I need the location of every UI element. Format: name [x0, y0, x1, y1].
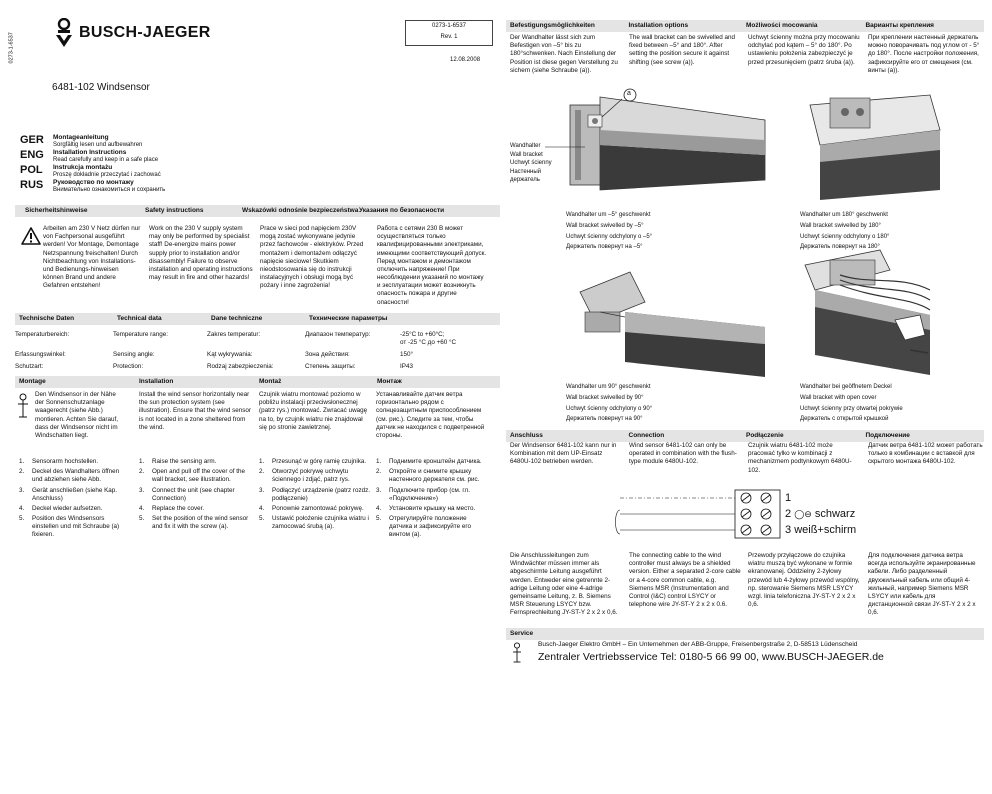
fixing-text-eng: The wall bracket can be swivelled and fixed between –5° and 180°. After setting the position secure it against shifting (see screw (a)). [629, 34, 736, 66]
step-number: 2. [19, 468, 25, 476]
fixing-header [506, 20, 984, 32]
language-code: POL [20, 164, 43, 176]
caption-line: Uchwyt ścienny odchylony o 90° [566, 405, 653, 412]
cable-text-rus: Для подключения датчика ветра всегда используйте экранированные кабели. Либо разделенный двухжильный кабель или общий 4-жильный, например Siemens MSR LSYCY или кабель для дистанционной связи JY-ST-Y 2 x 2 x 0,6. [868, 552, 976, 617]
step-number: 4. [259, 504, 265, 512]
service-hotline: Zentraler Vertriebsservice Tel: 0180-5 66 99 00, www.BUSCH-JAEGER.de [538, 651, 884, 663]
tech-cell-rus: Зона действия: [305, 350, 350, 358]
safety-header-rus: Указания по безопасности [359, 207, 445, 214]
step-number: 3. [259, 486, 265, 494]
step-text: Подключите прибор (см. гл. «Подключение») [389, 486, 470, 502]
terminal-labels [785, 490, 856, 538]
step-text: Replace the cover. [152, 504, 205, 512]
montage-step [376, 505, 488, 513]
tech-header-rus: Технические параметры [309, 315, 388, 322]
step-number: 1. [139, 458, 145, 465]
connection-header-rus: Подключение [865, 432, 910, 439]
montage-header-pol: Montaż [259, 378, 282, 385]
wall-bracket-pointer [545, 145, 585, 149]
montage-step [19, 515, 129, 540]
step-text: Position des Windsensors einstellen und mit Schraube (a) fixieren. [32, 515, 120, 539]
step-text: Отрегулируйте положение датчика и зафиксируйте его винтом (a). [389, 515, 472, 539]
step-text: Podłączyć urządzenie (patrz rozdz. podłączenie) [272, 486, 370, 502]
caption-line: Держатель повернут на 180° [800, 244, 880, 251]
step-text: Deckel wieder aufsetzen. [32, 504, 103, 512]
step-text: Open and pull off the cover of the wall bracket, see illustration. [152, 468, 246, 484]
step-text: Otworzyć pokrywę uchwytu ściennego i zdjąć, patrz rys. [272, 468, 350, 484]
montage-header-rus: Монтаж [377, 378, 402, 385]
language-subtitle: Sorgfältig lesen und aufbewahren [53, 142, 143, 149]
illustration-bracket-180 [790, 90, 950, 205]
montage-step [19, 505, 129, 513]
fixing-header-rus: Варианты крепления [865, 22, 934, 29]
step-text: Deckel des Wandhalters öffnen und abziehen siehe Abb. [32, 468, 120, 484]
tech-header-pol: Dane techniczne [211, 315, 263, 322]
fixing-header-eng: Installation options [628, 22, 689, 29]
step-number: 5. [139, 515, 145, 523]
caption-line: Wandhalter bei geöffnetem Deckel [800, 384, 892, 390]
caption-line: Uchwyt ścienny odchylony o –5° [566, 233, 653, 240]
illustration-bracket-open [800, 245, 950, 380]
safety-header-eng: Safety instructions [145, 207, 204, 214]
montage-intro-ger: Den Windsensor in der Nähe der Sonnenschutzanlage waagerecht (siehe Abb.) montieren. Achten Sie darauf, dass der Windsensor nicht im Windschatten liegt. [35, 391, 118, 439]
brand-logo [55, 18, 211, 48]
tech-cell-ger: Temperaturbereich: [15, 331, 70, 339]
step-number: 5. [376, 515, 382, 523]
wiring-diagram [600, 485, 800, 545]
step-text: Przesunąć w górę ramię czujnika. [272, 458, 367, 465]
language-row [20, 149, 320, 164]
wall-bracket-label: Настенный держатель [510, 169, 541, 183]
fixing-text-rus: При креплении настенный держатель можно поворачивать под углом от - 5° до 180°. После настройки положения, зафиксируйте его от смещения (см. винты (а)). [868, 34, 980, 74]
safety-text-pol: Prace w sieci pod napięciem 230V mogą zostać wykonywane jedynie przez fachowców - elektryków. Przed montażem i demontażem odłączyć napięcie sieciowe! Skutkiem nieodstosowania się do instrukcji instalacyjnych i obsługi mogą być pożary i inne zagrożenia! [260, 225, 364, 290]
tech-cell-pol: Rodzaj zabezpieczenia: [207, 362, 274, 370]
step-text: Set the position of the wind sensor and fix it with the screw (a). [152, 515, 249, 531]
tech-cell-value: -25°C to +60°C; от -25 °C до +60 °C [400, 331, 457, 346]
language-row [20, 164, 320, 179]
busch-jaeger-logo-icon [55, 18, 73, 48]
caption-line: Wall bracket swivelled by 90° [566, 394, 644, 401]
tech-cell-eng: Protection: [113, 362, 144, 370]
sensor-symbol-icon: ◯⊖ [794, 509, 812, 519]
tech-cell-value: 150° [400, 350, 414, 358]
montage-step [139, 505, 253, 513]
terminal-1: 1 [785, 492, 792, 504]
montage-step [376, 487, 488, 503]
safety-text-eng: Work on the 230 V supply system may only be performed by specialist staff! De-energize mains power supply prior to installation and/or disassembly! Failure to observe installation and operating instructions may result in fire and other hazards! [149, 225, 253, 282]
language-list [20, 134, 320, 194]
caption-bracket-minus5 [566, 212, 746, 255]
terminal-3: 3 weiß+schirm [785, 524, 857, 536]
caption-line: Держатель с открытой крышкой [800, 416, 889, 423]
side-doc-number: 0273-1-6537 [8, 32, 15, 64]
brand-name: BUSCH-JAEGER [79, 24, 211, 41]
montage-header-eng: Installation [139, 378, 174, 385]
caption-line: Wandhalter um 180° geschwenkt [800, 212, 888, 218]
tech-cell-eng: Temperature range: [113, 331, 168, 339]
montage-intro-eng: Install the wind sensor horizontally near the sun protection system (see illustration). Ensure that the wind sensor is not located in a zone sheltered from the wind. [139, 391, 252, 431]
step-number: 4. [19, 504, 25, 512]
montage-step [19, 487, 129, 503]
safety-header-pol: Wskazówki odnośnie bezpieczeństwa [242, 207, 359, 214]
montage-header-ger: Montage [19, 378, 46, 385]
connection-header-eng: Connection [628, 432, 665, 439]
safety-section [15, 205, 500, 306]
caption-line: Wall bracket swivelled by –5° [566, 222, 644, 229]
service-header: Service [506, 628, 984, 640]
tech-row [15, 351, 500, 359]
step-text: Connect the unit (see chapter Connection) [152, 486, 235, 502]
caption-line: Wall bracket swivelled by 180° [800, 222, 881, 229]
montage-intro-pol: Czujnik wiatru montować poziomo w pobliżu instalacji przeciwsłonecznej (patrz rys.) montować. Zwracać uwagę na to, by czujnik wiatru nie znajdował się po stronie zawietrznej. [259, 391, 368, 431]
language-subtitle: Внимательно ознакомиться и сохранить [53, 187, 166, 194]
montage-step [376, 458, 488, 466]
warning-icon [21, 227, 41, 245]
connection-text-rus: Датчик ветра 6481-102 может работать только в комбинации с вставкой для скрытого монтажа 6480U-102. [868, 442, 983, 466]
fixing-header-ger: Befestigungsmöglichkeiten [510, 22, 595, 29]
tech-data-section [15, 313, 500, 375]
tech-header-ger: Technische Daten [19, 315, 75, 322]
montage-step [139, 515, 253, 531]
illustration-bracket-minus5 [560, 85, 770, 205]
language-title: Montageanleitung [53, 134, 109, 141]
step-text: Установите крышку на место. [389, 504, 476, 512]
step-number: 1. [19, 458, 25, 465]
step-number: 3. [19, 486, 25, 494]
step-text: Sensorarm hochstellen. [32, 458, 99, 465]
montage-steps-eng [139, 458, 253, 533]
connection-text-ger: Der Windsensor 6481-102 kann nur in Kombination mit dem UP-Einsatz 6480U-102 betrieben werden. [510, 442, 617, 466]
doc-number-box [405, 20, 493, 46]
wall-bracket-label: Wandhalter [510, 143, 541, 149]
step-text: Откройте и снимите крышку настенного держателя см. рис. [389, 468, 480, 484]
connection-header [506, 430, 984, 442]
connection-section [506, 430, 984, 474]
montage-step [376, 515, 488, 540]
tech-row [15, 363, 500, 371]
doc-revision: Rev. 1 [440, 33, 458, 40]
montage-steps-rus [376, 458, 488, 542]
language-title: Руководство по монтажу [53, 179, 134, 186]
step-text: Поднимите кронштейн датчика. [389, 458, 482, 465]
step-number: 5. [259, 515, 265, 523]
montage-section [15, 376, 500, 539]
step-number: 3. [139, 486, 145, 494]
illustration-bracket-90 [570, 262, 770, 380]
cable-text-ger: Die Anschlussleitungen zum Windwächter müssen immer als abgeschirmte Leitung ausgeführt werden. Entweder eine getrennte 2-adrige Leitung oder eine 4-adrige gemeinsame Leitung, z. B. Siemens MSR Steuerung LSYCY bzw. Fernsprechleitung JY-ST-Y 2 x 2 x 0,6. [510, 552, 618, 617]
montage-step [139, 468, 253, 484]
tech-cell-eng: Sensing angle: [113, 350, 155, 358]
tech-cell-ger: Erfassungswinkel: [15, 350, 66, 358]
step-number: 4. [376, 504, 382, 512]
language-title: Instrukcja montażu [53, 164, 113, 171]
connection-header-ger: Anschluss [510, 432, 543, 439]
cable-text-pol: Przewody przyłączowe do czujnika wiatru muszą być wykonane w formie ekranowanej. Oddzielny 2-żyłowy przewód lub 4-żyłowy przewód wspólny, np. sterowanie Siemens MSR LSYCY wzgl. linia telefoniczna JY-ST-Y 2 x 2 x 0,6. [748, 552, 860, 609]
step-number: 2. [376, 468, 382, 476]
cable-text-eng: The connecting cable to the wind controller must always be a shielded version. Either a separated 2-core cable or a 4-core common cable, e.g. Siemens MSR (Instrumentation and Control (I&C) control LSYCY or telephone wire JY-ST-Y 2 x 2 x 0.6. [629, 552, 741, 609]
caption-line: Wandhalter um 90° geschwenkt [566, 384, 651, 390]
step-number: 5. [19, 515, 25, 523]
tech-header-eng: Technical data [117, 315, 162, 322]
montage-step [139, 487, 253, 503]
language-title: Installation Instructions [53, 149, 127, 156]
sensor-symbol-icon [512, 642, 522, 664]
montage-step [259, 505, 371, 513]
language-subtitle: Read carefully and keep in a safe place [53, 157, 159, 164]
doc-date: 12.08.2008 [450, 57, 481, 63]
caption-line: Держатель повернут на 90° [566, 416, 643, 423]
step-number: 3. [376, 486, 382, 494]
caption-bracket-open [800, 384, 980, 427]
step-number: 2. [259, 468, 265, 476]
caption-line: Wandhalter um –5° geschwenkt [566, 212, 651, 218]
doc-number: 0273-1-6537 [431, 23, 467, 29]
montage-step [139, 458, 253, 466]
language-row [20, 179, 320, 194]
montage-step [259, 468, 371, 484]
montage-steps-ger [19, 458, 129, 542]
step-number: 1. [376, 458, 382, 465]
tech-row [15, 331, 500, 347]
montage-intro-rus: Устанавливайте датчик ветра горизонтально рядом с солнцезащитным приспособлением (см. рис.). Следите за тем, чтобы датчик не находился с подветренной стороны. [376, 391, 485, 439]
montage-steps-pol [259, 458, 371, 533]
fixing-header-pol: Możliwości mocowania [746, 22, 818, 29]
safety-text-ger: Arbeiten am 230 V Netz dürfen nur von Fachpersonal ausgeführt werden! Vor Montage, Demontage Netzspannung freischalten! Durch Nichtbeachtung von Installations- und Bedienungs-hinweisen können Brand und andere Gefahren entstehen! [43, 225, 141, 290]
caption-line: Uchwyt ścienny przy otwartej pokrywie [800, 405, 903, 412]
montage-step [259, 487, 371, 503]
step-number: 1. [259, 458, 265, 465]
wall-bracket-labels [510, 143, 570, 185]
montage-step [19, 468, 129, 484]
caption-line: Uchwyt ścienny odchylony o 180° [800, 233, 890, 240]
caption-bracket-90 [566, 384, 746, 427]
step-number: 2. [139, 468, 145, 476]
wall-bracket-label: Uchwyt ścienny [510, 160, 552, 167]
language-row [20, 134, 320, 149]
step-text: Gerät anschließen (siehe Kap. Anschluss) [32, 486, 118, 502]
wall-bracket-label: Wall bracket [510, 151, 543, 158]
montage-step [19, 458, 129, 466]
language-code: ENG [20, 149, 44, 161]
caption-line: Wall bracket with open cover [800, 394, 877, 401]
step-text: Ustawić położenie czujnika wiatru i zamocować śrubą (a). [272, 515, 369, 531]
tech-cell-ger: Schutzart: [15, 362, 44, 370]
safety-header-ger: Sicherheitshinweise [25, 207, 88, 214]
connection-text-eng: Wind sensor 6481-102 can only be operated in combination with the flush-type module 6480U-102. [629, 442, 737, 466]
tech-cell-pol: Kąt wykrywania: [207, 350, 253, 358]
marker-a-label: a [627, 90, 631, 97]
connection-text-pol: Czujnik wiatru 6481-102 może pracować tylko w kombinacji z mechanizmem podtynkowym 6480U-102. [748, 442, 852, 474]
step-text: Raise the sensing arm. [152, 458, 217, 465]
sensor-symbol-icon [17, 393, 29, 419]
language-code: RUS [20, 179, 44, 191]
montage-step [259, 458, 371, 466]
product-title: 6481-102 Windsensor [52, 82, 150, 93]
fixing-text-pol: Uchwyt ścienny można przy mocowaniu odchylać pod kątem – 5° do 180°. Po ustawieniu położenia zabezpieczyć je przed przesunięciem (patrz śruba (a)). [748, 34, 860, 66]
caption-line: Держатель повернут на –5° [566, 244, 643, 251]
safety-text-rus: Работа с сетями 230 В может осуществляться только квалифицированными электриками, имеющими соответствующий допуск. Перед монтажом и демонтажом отключить напряжение! При несоблюдении указаний по монтажу и эксплуатации может возникнуть опасность пожара и другие опасности! [377, 225, 487, 306]
fixing-text-ger: Der Wandhalter lässt sich zum Befestigen von –5° bis zu 180°schwenken. Nach Einstellung der Position ist diese gegen Verstellung zu sichern (siehe Schraube (a)). [510, 34, 618, 74]
language-subtitle: Proszę dokładnie przeczytać i zachować [53, 172, 161, 179]
tech-cell-rus: Степень защиты: [305, 362, 356, 370]
tech-cell-pol: Zakres temperatur: [207, 331, 261, 339]
terminal-2: 2 ◯⊖ schwarz [785, 508, 856, 520]
safety-header [15, 205, 500, 217]
tech-header [15, 313, 500, 325]
step-text: Ponownie zamontować pokrywę. [272, 504, 364, 512]
service-section [506, 628, 984, 663]
service-company: Busch-Jaeger Elektro GmbH – Ein Unternehmen der ABB-Gruppe, Freisenbergstraße 2, D-58513 Lüdenscheid [538, 641, 858, 648]
fixing-section [506, 20, 984, 74]
montage-step [376, 468, 488, 484]
montage-step [259, 515, 371, 531]
tech-cell-value: IP43 [400, 362, 413, 370]
step-number: 4. [139, 504, 145, 512]
language-code: GER [20, 134, 44, 146]
montage-header [15, 376, 500, 388]
connection-header-pol: Podłączenie [746, 432, 784, 439]
tech-cell-rus: Диапазон температур: [305, 331, 371, 339]
